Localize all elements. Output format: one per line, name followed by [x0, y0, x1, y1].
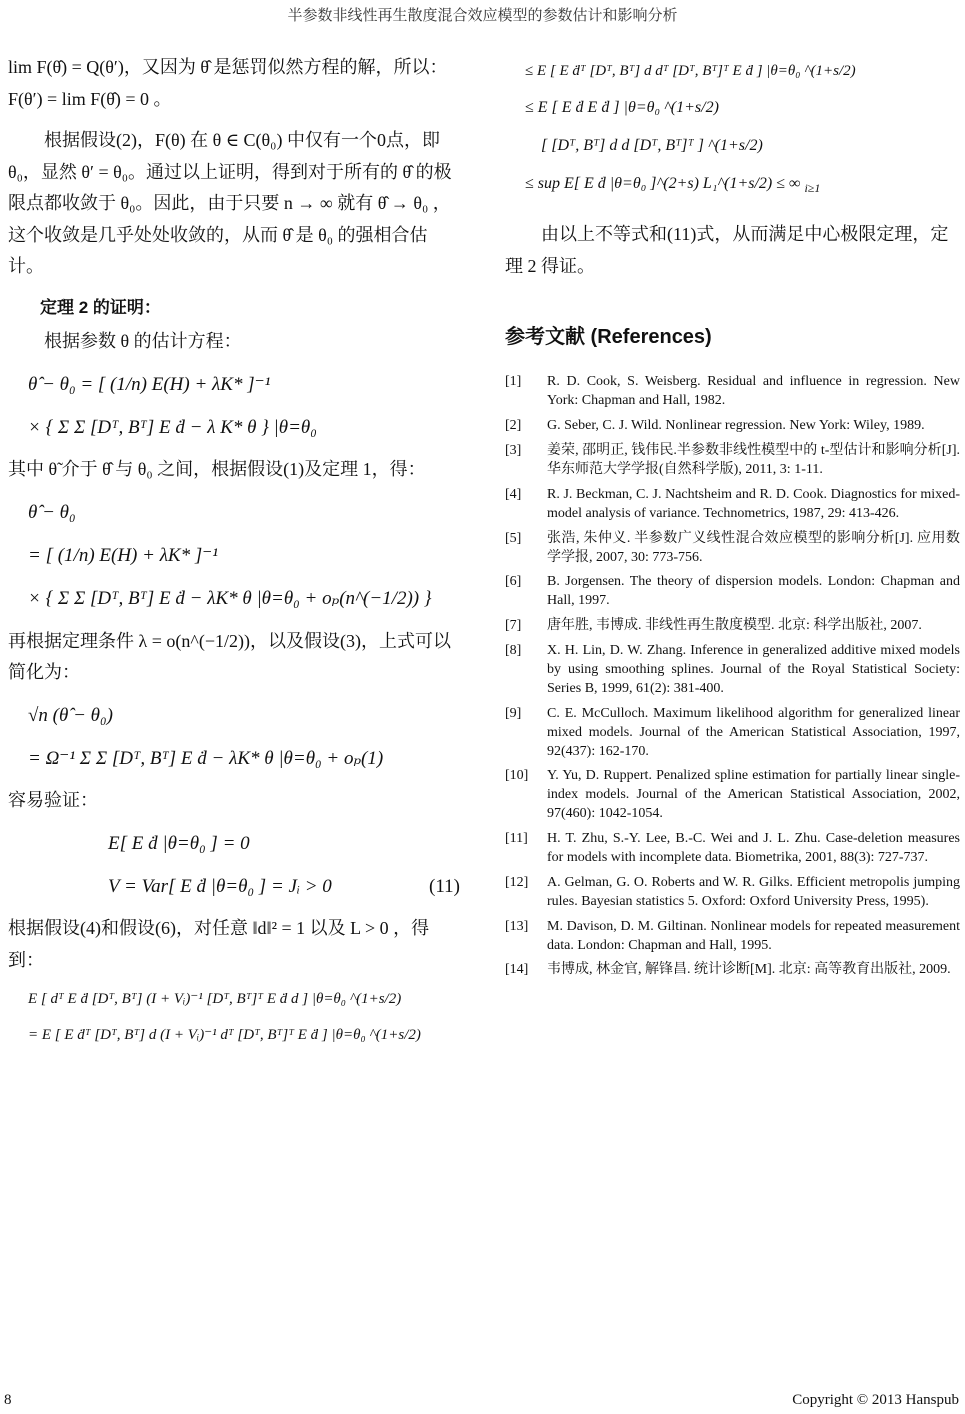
reference-item [505, 961, 960, 980]
paragraph-5: 再根据定理条件 λ = o(n^(−1/2))，以及假设(3)，上式可以简化为： [8, 630, 451, 682]
equation-6d [525, 170, 960, 199]
reference-text: A. Gelman, G. O. Roberts and W. R. Gilks. Efficient metropolis jumping rules. Bayesian statistics 5. Oxford: Oxford University Press, 1995). [547, 874, 960, 909]
reference-number: [5] [505, 530, 522, 546]
copyright: Copyright © 2013 Hanspub [792, 1392, 959, 1408]
references-title: 参考文献 (References) [505, 326, 712, 349]
reference-item [505, 373, 960, 411]
reference-number: [4] [505, 486, 522, 502]
reference-text: X. H. Lin, D. W. Zhang. Inference in generalized additive mixed models by using smoothing splines. Journal of the Royal Statistical Society: Series B, 1999, 61(2): 381-400. [547, 643, 960, 696]
equation-2b: = [ (1/n) E(H) + λK* ]⁻¹ [28, 545, 218, 566]
reference-number: [14] [505, 962, 529, 978]
reference-text: B. Jorgensen. The theory of dispersion models. London: Chapman and Hall, 1997. [547, 574, 960, 609]
reference-number: [10] [505, 768, 529, 784]
reference-text: 姜荣, 邵明正, 钱伟民.半参数非线性模型中的 t-型估计和影响分析[J]. 华东师范大学学报(自然科学版), 2011, 3: 1-11. [547, 443, 960, 477]
reference-item [505, 573, 960, 611]
equation-6d-body: ≤ sup E[ E ḋ |θ=θ₀ ]^(2+s) L₁^(1+s/2) ≤ ∞ [525, 175, 801, 193]
equation-2a: θ̂ − θ₀ [28, 501, 76, 523]
reference-item [505, 417, 960, 436]
theorem-2-proof-heading: 定理 2 的证明： [40, 297, 161, 317]
reference-item [505, 767, 960, 824]
equation-2c: × { Σ Σ [Dᵀ, Bᵀ] E ḋ − λK* θ |θ=θ₀ + oₚ(n^(−1/2)) } [28, 588, 432, 610]
paragraph-1: lim F(θ̂) = Q(θ′)，又因为 θ̂ 是惩罚似然方程的解，所以：F(θ′) = lim F(θ̂) = 0 。 [8, 57, 448, 109]
reference-number: [6] [505, 574, 522, 590]
equation-3b: = Ω⁻¹ Σ Σ [Dᵀ, Bᵀ] E ḋ − λK* θ |θ=θ₀ + oₚ(1) [28, 747, 384, 769]
equation-3a: √n (θ̂ − θ₀) [28, 704, 113, 726]
reference-text: 张浩, 朱仲义. 半参数广义线性混合效应模型的影响分析[J]. 应用数学学报, 2007, 30: 773-756. [547, 530, 960, 565]
reference-item [505, 486, 960, 524]
reference-item [505, 530, 960, 568]
equation-6c: [ [Dᵀ, Bᵀ] d d [Dᵀ, Bᵀ]ᵀ ] ^(1+s/2) [541, 137, 763, 155]
reference-text: G. Seber, C. J. Wild. Nonlinear regression. New York: Wiley, 1989. [547, 418, 925, 434]
reference-number: [8] [505, 643, 522, 659]
right-column [505, 52, 960, 986]
reference-text: R. J. Beckman, C. J. Nachtsheim and R. D. Cook. Diagnostics for mixed-model analysis of variance. Technometrics, 1987, 29: 413-426. [547, 486, 960, 521]
equation-11b-body: V = Var[ E ḋ |θ=θ₀ ] = Jᵢ > 0 [108, 875, 332, 897]
reference-item [505, 874, 960, 912]
equation-6a: ≤ E [ E ḋᵀ [Dᵀ, Bᵀ] d dᵀ [Dᵀ, Bᵀ]ᵀ E ḋ ] |θ=θ₀ ^(1+s/2) [525, 63, 856, 79]
equation-number-11: (11) [429, 875, 460, 897]
reference-item [505, 642, 960, 699]
reference-item [505, 617, 960, 636]
equation-1b: × { Σ Σ [Dᵀ, Bᵀ] E ḋ − λ K* θ } |θ=θ₀ [28, 417, 317, 438]
reference-item [505, 705, 960, 762]
equation-6d-subscript: i≥1 [804, 181, 821, 196]
reference-text: R. D. Cook, S. Weisberg. Residual and influence in regression. New York: Chapman and Hall, 1982. [547, 374, 960, 409]
paragraph-4: 其中 θ̃ 介于 θ̂ 与 θ₀ 之间，根据假设(1)及定理 1，得： [8, 459, 426, 480]
reference-number: [9] [505, 705, 522, 721]
reference-text: M. Davison, D. M. Giltinan. Nonlinear models for repeated measurement data. London: Chapman and Hall, 1995. [547, 918, 960, 953]
reference-number: [2] [505, 418, 522, 434]
reference-text: 唐年胜, 韦博成. 非线性再生散度模型. 北京: 科学出版社, 2007. [547, 618, 922, 634]
running-header: 半参数非线性再生散度混合效应模型的参数估计和影响分析 [287, 8, 678, 24]
equation-5a: E [ dᵀ E ḋ [Dᵀ, Bᵀ] (I + Vᵢ)⁻¹ [Dᵀ, Bᵀ]ᵀ E ḋ d ] |θ=θ₀ ^(1+s/2) [28, 991, 402, 1007]
reference-text: 韦博成, 林金官, 解锋昌. 统计诊断[M]. 北京: 高等教育出版社, 2009. [547, 962, 951, 978]
paragraph-8: 由以上不等式和(11)式，从而满足中心极限定理，定理 2 得证。 [505, 224, 949, 276]
reference-item [505, 442, 960, 480]
reference-text: H. T. Zhu, S.-Y. Lee, B.-C. Wei and J. L. Zhu. Case-deletion measures for models with incomplete data. Biometrika, 2001, 88(3): 727-737. [547, 831, 960, 866]
left-column [8, 52, 460, 1059]
references-list [505, 373, 960, 980]
reference-item [505, 918, 960, 956]
reference-number: [11] [505, 831, 528, 847]
equation-1a: θ̂ − θ₀ = [ (1/n) E(H) + λK* ]⁻¹ [28, 373, 271, 395]
reference-number: [7] [505, 618, 522, 634]
equation-11b [108, 870, 460, 903]
paragraph-7: 根据假设(4)和假设(6)，对任意 ‖d‖² = 1 以及 L > 0 ，得到： [8, 918, 430, 970]
reference-text: C. E. McCulloch. Maximum likelihood algorithm for generalized linear mixed models. Journal of the American Statistical Association, 1997, 92(437): 162-170. [547, 705, 960, 759]
reference-number: [12] [505, 874, 529, 890]
reference-item [505, 830, 960, 868]
reference-number: [1] [505, 374, 522, 390]
equation-6b: ≤ E [ E ḋ E ḋ ] |θ=θ₀ ^(1+s/2) [525, 99, 719, 117]
page-number: 8 [4, 1392, 12, 1408]
equation-5b: = E [ E ḋᵀ [Dᵀ, Bᵀ] d (I + Vᵢ)⁻¹ dᵀ [Dᵀ, Bᵀ]ᵀ E ḋ ] |θ=θ₀ ^(1+s/2) [28, 1027, 421, 1044]
paragraph-3: 根据参数 θ 的估计方程： [44, 331, 242, 352]
paragraph-2: 根据假设(2)，F(θ) 在 θ ∈ C(θ₀) 中仅有一个0点，即 θ₀，显然 θ′ = θ₀。通过以上证明，得到对于所有的 θ̂ 的极限点都收敛于 θ₀。因此，由于只要 n → ∞ 就有 θ̂ → θ₀ ，这个收敛是几乎处处收敛的，从而 θ̂ 是 θ₀ 的强相合估计。 [8, 130, 452, 276]
paragraph-6: 容易验证： [8, 790, 98, 810]
equation-11a: E[ E ḋ |θ=θ₀ ] = 0 [108, 832, 250, 854]
reference-number: [13] [505, 918, 529, 934]
reference-number: [3] [505, 443, 522, 459]
reference-text: Y. Yu, D. Ruppert. Penalized spline estimation for partially linear single-index models. Journal of the American Statistical Association, 2002, 97(460): 1042-1054. [547, 768, 960, 822]
